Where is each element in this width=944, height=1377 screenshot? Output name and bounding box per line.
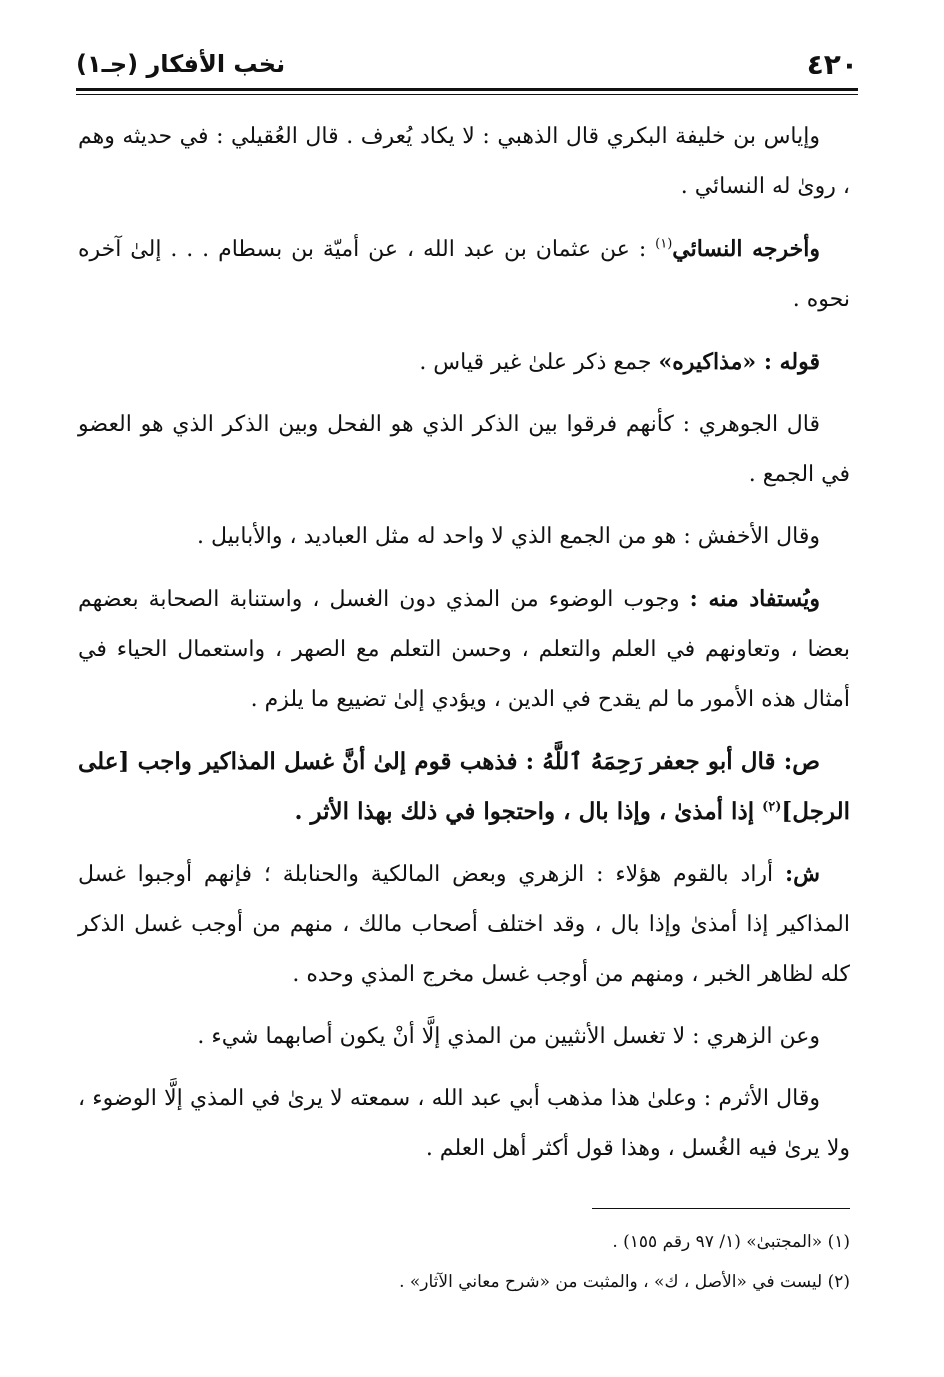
footnote-marker: (٢)	[762, 799, 782, 815]
paragraph-text: أراد بالقوم هؤلاء : الزهري وبعض المالكية والحنابلة ؛ فإنهم أوجبوا غسل المذاكير إذا أمذىٰ وإذا بال ، وقد اختلف أصحاب مالك ، منهم من أوجب غسل الذكر كله لظاهر الخبر ، ومنهم من أوجب غسل مخرج المذي وحده .	[78, 862, 850, 987]
paragraph-text: وقال الأثرم : وعلىٰ هذا مذهب أبي عبد الله ، سمعته لا يرىٰ في المذي إلَّا الوضوء ، ولا يرىٰ فيه الغُسل ، وهذا قول أكثر أهل العلم .	[78, 1086, 850, 1161]
footnote-separator	[592, 1208, 850, 1209]
paragraph	[78, 1074, 850, 1174]
paragraph	[78, 1012, 850, 1062]
paragraph	[78, 337, 850, 388]
paragraph-lead: ويُستفاد منه :	[689, 586, 820, 612]
paragraph-text: جمع ذكر علىٰ غير قياس .	[419, 350, 659, 375]
page-number: ٤٢٠	[806, 47, 858, 81]
header-rule-thin	[76, 94, 858, 95]
paragraph-text: وجوب الوضوء من المذي دون الغسل ، واستنابة الصحابة بعضهم بعضا ، وتعاونهم في العلم والتعلم ، وحسن التعلم مع الصهر ، واستعمال الحياء في أمثال هذه الأمور ما لم يقدح في الدين ، ويؤدي إلىٰ تضييع ما يلزم .	[78, 587, 850, 712]
header-rule-thick	[76, 88, 858, 91]
paragraph-lead: ص: قال أبو جعفر رَحِمَهُ ٱللَّهُ : فذهب قوم إلىٰ أنَّ غسل المذاكير واجب [على الرجل]	[78, 748, 850, 825]
footnote: (٢) ليست في «الأصل ، ك» ، والمثبت من «شرح معاني الآثار» .	[399, 1272, 850, 1292]
footnote: (١) «المجتبىٰ» (١/ ٩٧ رقم ١٥٥) .	[612, 1232, 850, 1252]
paragraph-text: قال الجوهري : كأنهم فرقوا بين الذكر الذي هو الفحل وبين الذكر الذي هو العضو في الجمع .	[78, 412, 850, 487]
paragraph	[78, 849, 850, 1000]
paragraph	[78, 512, 850, 562]
paragraph-text: وإياس بن خليفة البكري قال الذهبي : لا يكاد يُعرف . قال العُقيلي : في حديثه وهم ، روىٰ له النسائي .	[78, 124, 850, 199]
main-text	[78, 112, 850, 1186]
quoted-heading-paragraph	[78, 737, 850, 837]
footnotes	[78, 1222, 850, 1302]
paragraph-text: وقال الأخفش : هو من الجمع الذي لا واحد له مثل العباديد ، والأبابيل .	[197, 524, 820, 549]
paragraph-text: إذا أمذىٰ ، وإذا بال ، واحتجوا في ذلك بهذا الأثر .	[294, 798, 763, 825]
paragraph	[78, 224, 850, 325]
paragraph-text: : عن عثمان بن عبد الله ، عن أميّة بن بسطام . . . إلىٰ آخره نحوه .	[78, 237, 850, 312]
paragraph	[78, 574, 850, 725]
paragraph-lead: وأخرجه النسائي	[672, 236, 820, 262]
book-title: نخب الأفكار (جـ١)	[76, 50, 286, 78]
running-header	[76, 44, 858, 84]
paragraph	[78, 112, 850, 212]
paragraph-text: وعن الزهري : لا تغسل الأنثيين من المذي إلَّا أنْ يكون أصابهما شيء .	[197, 1024, 820, 1049]
paragraph	[78, 400, 850, 500]
paragraph-lead: قوله : «مذاكيره»	[658, 349, 820, 375]
paragraph-lead: ش:	[785, 861, 820, 887]
footnote-marker: (١)	[655, 236, 673, 252]
